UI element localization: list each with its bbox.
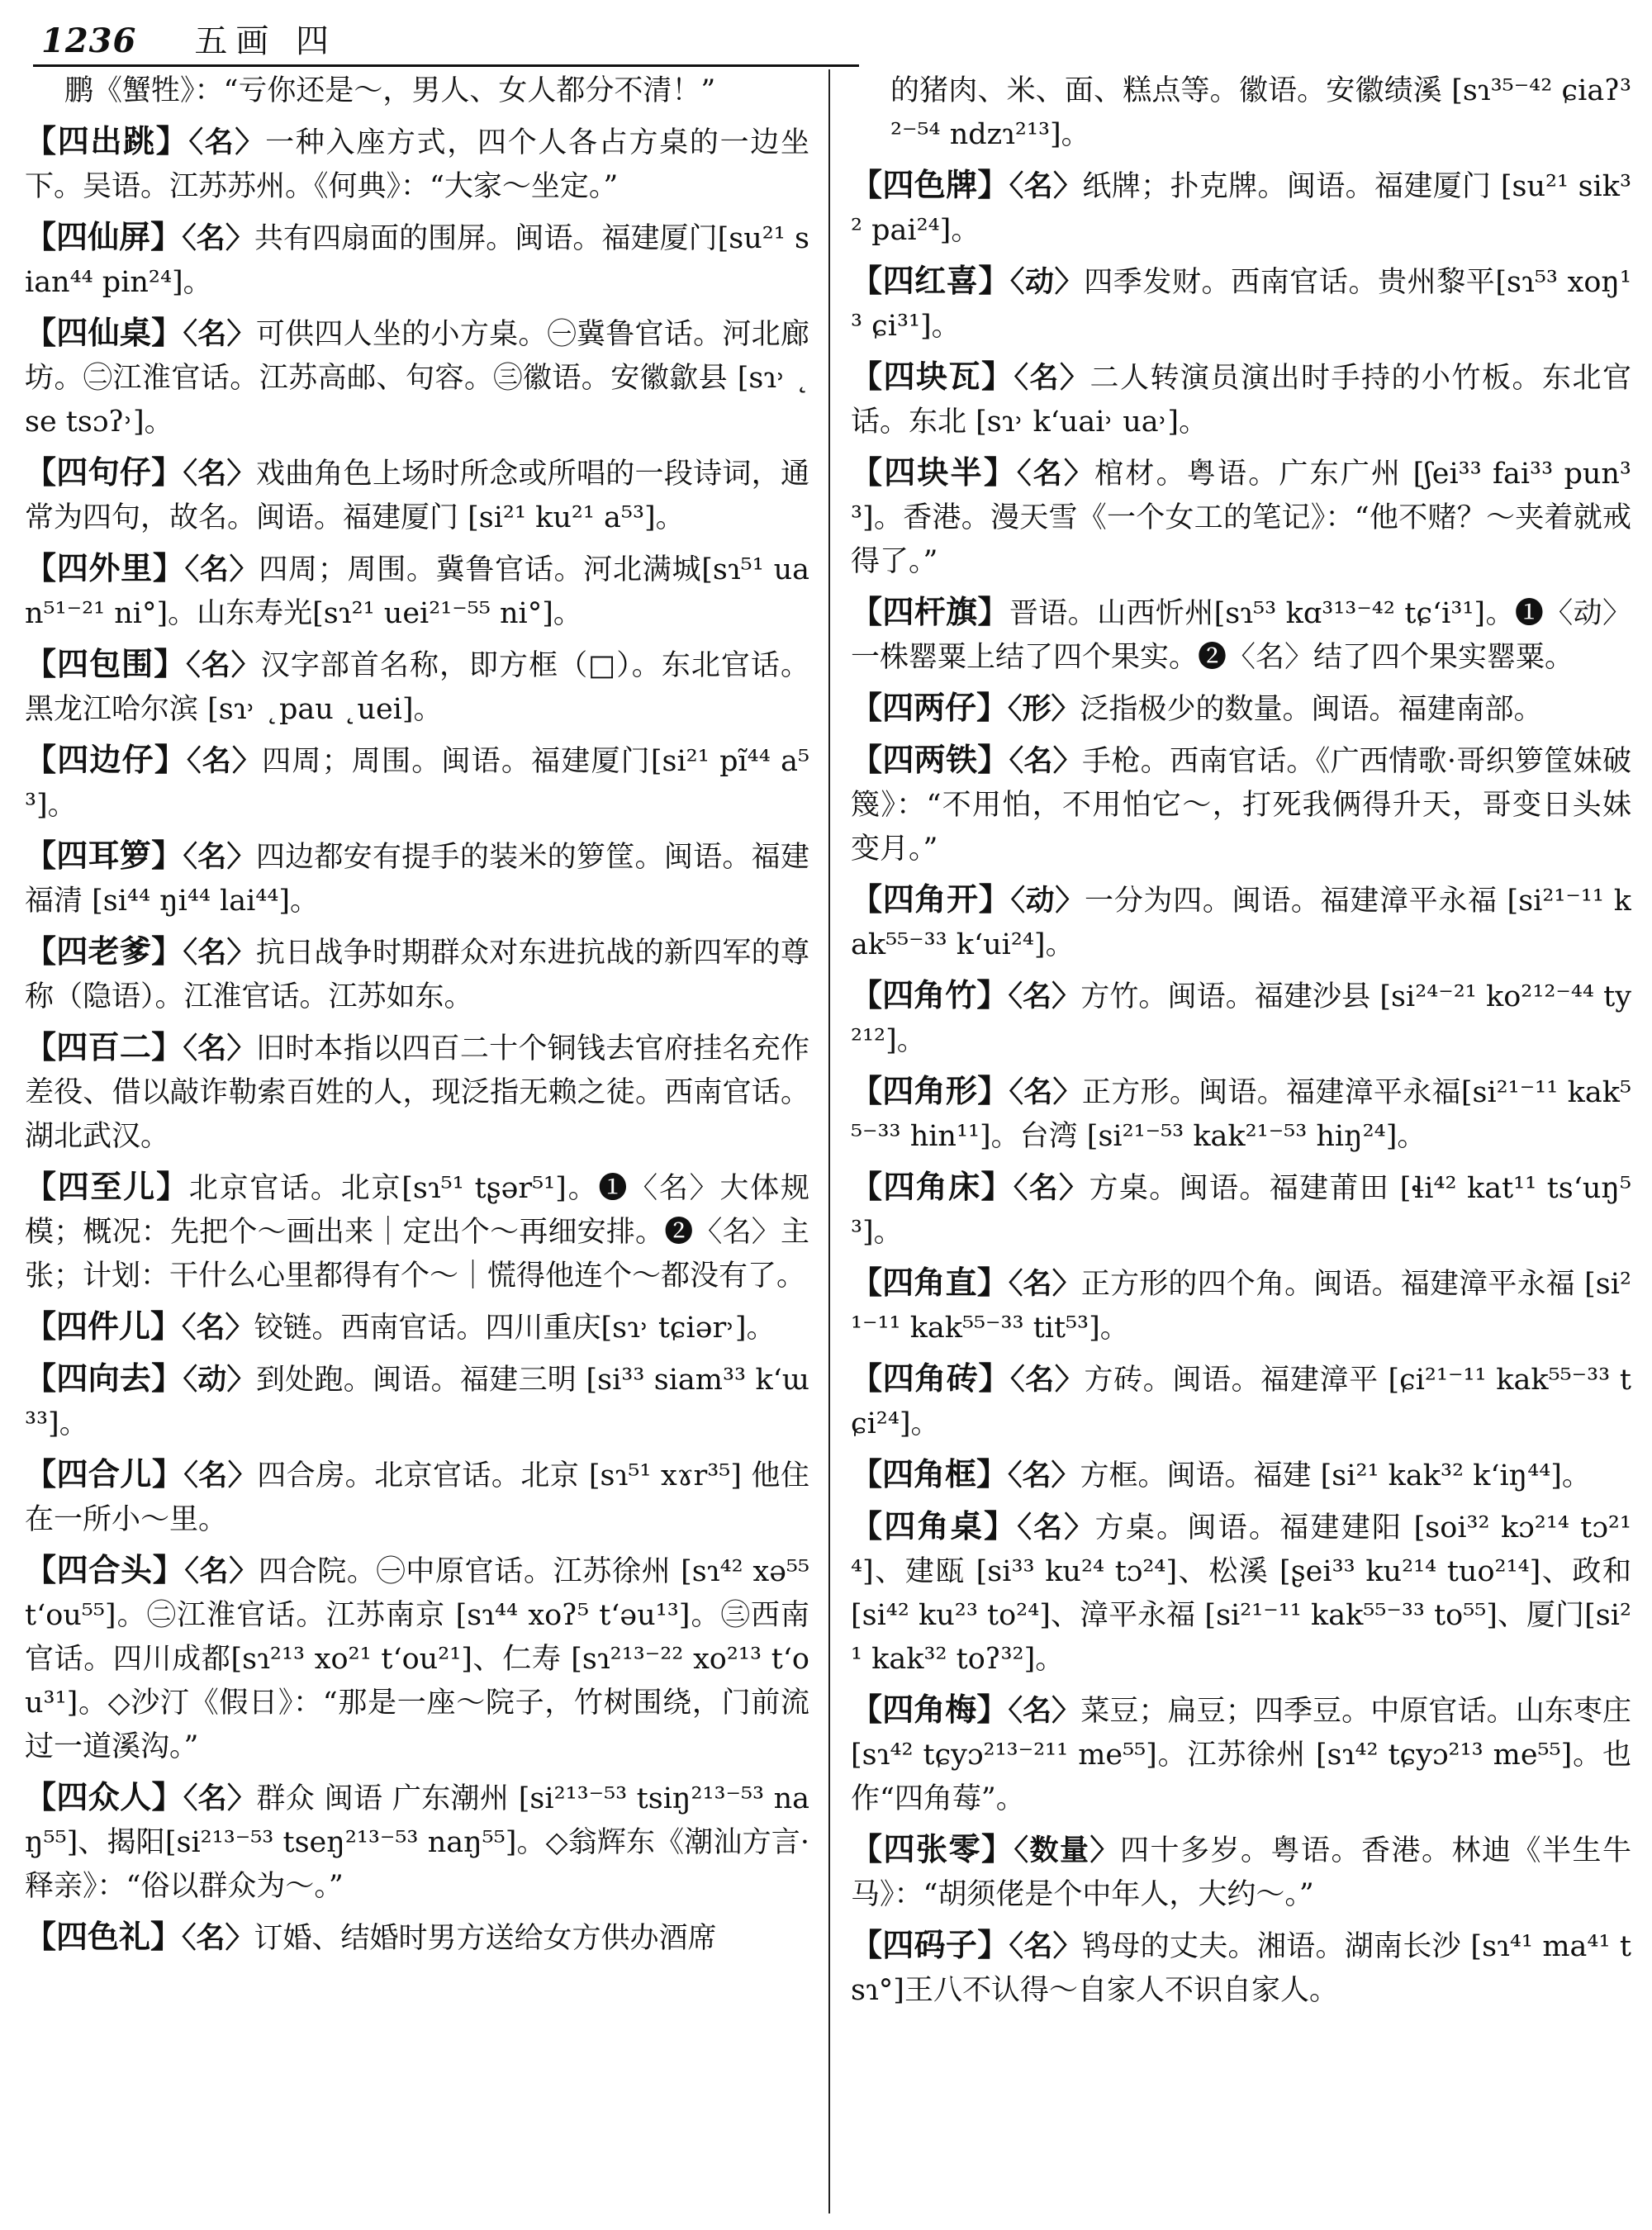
part-of-speech: 〈名〉	[183, 1032, 256, 1065]
dictionary-entry	[25, 215, 809, 305]
dictionary-entry	[25, 738, 809, 828]
entry-definition: 到处跑。闽语。福建三明 [si³³ siam³³ kʻɯ³³]。	[25, 1364, 809, 1440]
entry-definition: 方桌。闽语。福建建阳 [soi³² kɔ²¹⁴ tɔ²¹⁴]、建瓯 [si³³ ku²⁴ tɔ²⁴]、松溪 [ʂei³³ ku²¹⁴ tuo²¹⁴]、政和 [si⁴² ku²³ to²⁴]、漳平永福 [si²¹⁻¹¹ kak⁵⁵⁻³³ to⁵⁵]、厦门[si²¹ kak³² toʔ³²]。	[851, 1511, 1631, 1676]
part-of-speech: 〈名〉	[1008, 1459, 1080, 1492]
part-of-speech: 〈形〉	[1008, 692, 1080, 726]
entry-definition: 方桌。闽语。福建莆田 [ɬi⁴² kat¹¹ tsʻuŋ⁵³]。	[851, 1172, 1631, 1249]
entry-definition: 鹏《蟹牲》：“亏你还是～，男人、女人都分不清！”	[64, 74, 716, 107]
entry-definition: 一种入座方式，四个人各占方桌的一边坐下。吴语。江苏苏州。《何典》：“大家～坐定。”	[25, 126, 809, 203]
part-of-speech: 〈名〉	[183, 457, 256, 491]
dictionary-entry	[25, 119, 809, 209]
entry-headword: 【四向去】	[25, 1359, 183, 1397]
entry-definition: 四边都安有提手的装米的箩筐。闽语。福建福清 [si⁴⁴ ŋi⁴⁴ lai⁴⁴]。	[25, 841, 809, 918]
part-of-speech: 〈名〉	[182, 1311, 254, 1345]
part-of-speech: 〈名〉	[188, 126, 266, 159]
dictionary-entry	[851, 1923, 1631, 2013]
dictionary-entry	[25, 1548, 809, 1769]
part-of-speech: 〈数量〉	[1014, 1834, 1120, 1867]
entry-definition: 铰链。西南官话。四川重庆[sɿ˒ tɕiər˒]。	[254, 1312, 776, 1345]
right-column	[851, 69, 1631, 2213]
entry-definition: 北京官话。北京[sɿ⁵¹ tʂər⁵¹]。❶〈名〉大体规模；概况：先把个～画出来｜定出个～再细安排。❷〈名〉主张；计划：干什么心里都得有个～｜慌得他连个～都没有了。	[25, 1172, 809, 1293]
page-header	[41, 15, 1602, 63]
entry-headword: 【四两仔】	[851, 689, 1009, 726]
entry-headword: 【四角开】	[851, 880, 1011, 918]
entry-headword: 【四角床】	[851, 1168, 1014, 1205]
dictionary-entry	[851, 973, 1631, 1063]
dictionary-entry	[851, 450, 1631, 584]
entry-headword: 【四耳箩】	[25, 837, 183, 874]
entry-definition: 订婚、结婚时男方送给女方供办酒席	[254, 1922, 717, 1955]
entry-definition: 一分为四。闽语。福建漳平永福 [si²¹⁻¹¹ kak⁵⁵⁻³³ kʻui²⁴]。	[851, 885, 1631, 961]
entry-headword: 【四件儿】	[25, 1307, 183, 1345]
dictionary-entry	[25, 1914, 809, 1961]
entry-definition: 共有四扇面的围屏。闽语。福建厦门[su²¹ sian⁴⁴ pin²⁴]。	[25, 222, 809, 299]
dictionary-entry	[851, 686, 1631, 732]
dictionary-entry	[851, 163, 1631, 253]
dictionary-entry	[851, 1356, 1631, 1446]
dictionary-entry	[25, 546, 809, 636]
dictionary-entry	[851, 877, 1631, 967]
entry-definition: 四合房。北京官话。北京 [sɿ⁵¹ xɤr³⁵] 他住在一所小～里。	[25, 1459, 809, 1536]
entry-headword: 【四块瓦】	[851, 358, 1014, 395]
dictionary-entry	[851, 1260, 1631, 1350]
column-divider	[828, 69, 830, 2213]
entry-definition: 纸牌；扑克牌。闽语。福建厦门 [su²¹ sik³² pai²⁴]。	[851, 170, 1631, 247]
entry-headword: 【四角桌】	[851, 1507, 1018, 1544]
dictionary-entry	[25, 1775, 809, 1909]
part-of-speech: 〈名〉	[183, 936, 256, 970]
dictionary-entry	[851, 738, 1631, 871]
dictionary-entry	[851, 1687, 1631, 1821]
part-of-speech: 〈名〉	[183, 317, 256, 351]
dictionary-entry	[851, 1827, 1631, 1917]
dictionary-entry	[25, 833, 809, 923]
entry-headword: 【四至儿】	[25, 1168, 189, 1205]
entry-headword: 【四红喜】	[851, 262, 1010, 299]
entry-definition: 鸨母的丈夫。湘语。湖南长沙 [sɿ⁴¹ ma⁴¹ tsɿ°]王八不认得～自家人不识自家人。	[851, 1930, 1631, 2007]
dictionary-entry	[25, 1165, 809, 1298]
entry-definition: 四周；周围。冀鲁官话。河北满城[sɿ⁵¹ uan⁵¹⁻²¹ ni°]。山东寿光[sɿ²¹ uei²¹⁻⁵⁵ ni°]。	[25, 553, 809, 630]
entry-headword: 【四块半】	[851, 453, 1018, 491]
dictionary-entry	[851, 259, 1631, 349]
dictionary-entry	[851, 590, 1631, 680]
part-of-speech: 〈名〉	[1008, 980, 1081, 1013]
part-of-speech: 〈名〉	[184, 553, 259, 586]
part-of-speech: 〈动〉	[1009, 265, 1085, 299]
part-of-speech: 〈名〉	[184, 1554, 259, 1588]
entry-headword: 【四合儿】	[25, 1455, 184, 1492]
dictionary-entry	[25, 311, 809, 444]
entry-definition: 棺材。粤语。广东广州 [ʃei³³ fai³³ pun³³]。香港。漫天雪《一个女工的笔记》：“他不赌？～夹着就戒得了。”	[851, 458, 1631, 578]
entry-headword: 【四角砖】	[851, 1359, 1011, 1397]
part-of-speech: 〈动〉	[1010, 884, 1085, 918]
entry-definition: 方竹。闽语。福建沙县 [si²⁴⁻²¹ ko²¹²⁻⁴⁴ ty²¹²]。	[851, 980, 1631, 1057]
entry-headword: 【四角直】	[851, 1264, 1009, 1301]
entry-definition: 正方形。闽语。福建漳平永福[si²¹⁻¹¹ kak⁵⁵⁻³³ hin¹¹]。台湾 [si²¹⁻⁵³ kak²¹⁻⁵³ hiŋ²⁴]。	[851, 1076, 1631, 1153]
left-column	[25, 69, 809, 2213]
part-of-speech: 〈名〉	[1008, 1267, 1081, 1301]
entry-headword: 【四包围】	[25, 645, 187, 682]
entry-definition: 方框。闽语。福建 [si²¹ kak³² kʻiŋ⁴⁴]。	[1080, 1459, 1591, 1492]
dictionary-entry	[851, 1069, 1631, 1159]
entry-headword: 【四角梅】	[851, 1691, 1009, 1728]
part-of-speech: 〈名〉	[183, 1782, 257, 1815]
dictionary-entry	[851, 1452, 1631, 1498]
entry-headword: 【四色礼】	[25, 1918, 183, 1955]
entry-definition: 群众 闽语 广东潮州 [si²¹³⁻⁵³ tsiŋ²¹³⁻⁵³ naŋ⁵⁵]、揭阳[si²¹³⁻⁵³ tseŋ²¹³⁻⁵³ naŋ⁵⁵]。◇翁辉东《潮汕方言·释亲》：“俗以群众为～。”	[25, 1782, 809, 1903]
dictionary-entry	[25, 1452, 809, 1542]
dictionary-entry	[25, 642, 809, 732]
entry-headword: 【四句仔】	[25, 453, 183, 491]
entry-headword: 【四色牌】	[851, 166, 1009, 203]
part-of-speech: 〈名〉	[183, 1459, 258, 1492]
part-of-speech: 〈名〉	[1009, 1075, 1082, 1109]
entry-headword: 【四码子】	[851, 1926, 1009, 1963]
entry-definition: 泛指极少的数量。闽语。福建南部。	[1080, 693, 1543, 726]
entry-headword: 【四杆旗】	[851, 593, 1009, 630]
part-of-speech: 〈名〉	[1008, 1694, 1081, 1728]
part-of-speech: 〈名〉	[187, 744, 263, 778]
part-of-speech: 〈动〉	[183, 1363, 256, 1397]
entry-headword: 【四仙屏】	[25, 218, 183, 255]
entry-headword: 【四出跳】	[25, 122, 189, 159]
entry-definition: 汉字部首名称，即方框（□）。东北官话。黑龙江哈尔滨 [sɿ˒ ˛pau ˛uei]。	[25, 649, 809, 726]
part-of-speech: 〈名〉	[182, 1921, 254, 1955]
dictionary-entry	[25, 1356, 809, 1446]
dictionary-entry	[851, 354, 1631, 444]
part-of-speech: 〈名〉	[1017, 457, 1095, 491]
entry-headword: 【四角竹】	[851, 976, 1009, 1013]
dictionary-entry	[851, 1504, 1631, 1682]
entry-definition: 方砖。闽语。福建漳平 [ɕi²¹⁻¹¹ kak⁵⁵⁻³³ tɕi²⁴]。	[851, 1364, 1631, 1440]
entry-definition: 晋语。山西忻州[sɿ⁵³ kɑ³¹³⁻⁴² tɕʻi³¹]。❶〈动〉一株罂粟上结了四个果实。❷〈名〉结了四个果实罂粟。	[851, 597, 1631, 674]
page-number: 1236	[41, 21, 137, 60]
entry-definition: 四季发财。西南官话。贵州黎平[sɿ⁵³ xoŋ¹³ ɕi³¹]。	[851, 266, 1631, 343]
dictionary-entry	[851, 1165, 1631, 1255]
part-of-speech: 〈名〉	[183, 840, 256, 874]
entry-definition: 可供四人坐的小方桌。㊀冀鲁官话。河北廊坊。㊁江淮官话。江苏高邮、句容。㊂徽语。安徽歙县 [sɿ˒ ˛se tsɔʔ˒]。	[25, 318, 809, 439]
dictionary-entry	[25, 929, 809, 1019]
entry-definition: 的猪肉、米、面、糕点等。徽语。安徽绩溪 [sɿ³⁵⁻⁴² ɕiaʔ³²⁻⁵⁴ ndzɿ²¹³]。	[890, 74, 1631, 151]
entry-definition: 四合院。㊀中原官话。江苏徐州 [sɿ⁴² xə⁵⁵ tʻou⁵⁵]。㊁江淮官话。江苏南京 [sɿ⁴⁴ xoʔ⁵ tʻəu¹³]。㊂西南官话。四川成都[sɿ²¹³ xo²¹ tʻou²¹]、仁寿 [sɿ²¹³⁻²² xo²¹³ tʻou³¹]。◇沙汀《假日》：“那是一座～院子，竹树围绕，门前流过一道溪沟。”	[25, 1555, 809, 1763]
entry-headword: 【四张零】	[851, 1830, 1014, 1867]
entry-headword: 【四合头】	[25, 1551, 185, 1588]
entry-definition: 手枪。西南官话。《广西情歌·哥织箩筐妹破篾》：“不用怕，不用怕它～，打死我俩得升天，哥变日头妹变月。”	[851, 745, 1631, 866]
entry-headword: 【四角框】	[851, 1455, 1009, 1492]
part-of-speech: 〈名〉	[1017, 1511, 1095, 1544]
entry-definition: 戏曲角色上场时所念或所唱的一段诗词，通常为四句，故名。闽语。福建厦门 [si²¹ ku²¹ a⁵³]。	[25, 458, 809, 534]
part-of-speech: 〈名〉	[1014, 361, 1090, 395]
part-of-speech: 〈名〉	[182, 221, 254, 255]
entry-continuation	[25, 69, 809, 113]
entry-continuation	[851, 69, 1631, 157]
part-of-speech: 〈名〉	[1009, 744, 1083, 778]
part-of-speech: 〈名〉	[186, 648, 261, 682]
entry-headword: 【四边仔】	[25, 741, 188, 778]
entry-definition: 旧时本指以四百二十个铜钱去官府挂名充作差役、借以敲诈勒索百姓的人，现泛指无赖之徒。西南官话。湖北武汉。	[25, 1032, 809, 1153]
entry-headword: 【四角形】	[851, 1072, 1009, 1109]
part-of-speech: 〈名〉	[1013, 1171, 1089, 1205]
entry-definition: 菜豆；扁豆；四季豆。中原官话。山东枣庄 [sɿ⁴² tɕyɔ²¹³⁻²¹¹ me⁵⁵]。江苏徐州 [sɿ⁴² tɕyɔ²¹³ me⁵⁵]。也作“四角莓”。	[851, 1695, 1631, 1815]
part-of-speech: 〈名〉	[1009, 1929, 1082, 1963]
section-title: 五画 四	[194, 22, 338, 60]
entry-definition: 二人转演员演出时手持的小竹板。东北官话。东北 [sɿ˒ kʻuai˒ ua˒]。	[851, 362, 1631, 439]
entry-definition: 四十多岁。粤语。香港。林迪《半生牛马》：“胡须佬是个中年人，大约～。”	[851, 1834, 1631, 1911]
entry-headword: 【四仙桌】	[25, 314, 183, 351]
entry-headword: 【四众人】	[25, 1778, 183, 1815]
entry-definition: 正方形的四个角。闽语。福建漳平永福 [si²¹⁻¹¹ kak⁵⁵⁻³³ tit⁵³]。	[851, 1268, 1631, 1345]
part-of-speech: 〈名〉	[1010, 1363, 1085, 1397]
dictionary-entry	[25, 1025, 809, 1159]
dictionary-entry	[25, 1304, 809, 1350]
entry-definition: 抗日战争时期群众对东进抗战的新四军的尊称（隐语）。江淮官话。江苏如东。	[25, 937, 809, 1013]
entry-headword: 【四两铁】	[851, 741, 1009, 778]
entry-headword: 【四老爹】	[25, 932, 183, 970]
part-of-speech: 〈名〉	[1009, 169, 1083, 203]
header-rule	[33, 64, 859, 67]
entry-headword: 【四百二】	[25, 1028, 183, 1065]
entry-definition: 四周；周围。闽语。福建厦门[si²¹ pĩ⁴⁴ a⁵³]。	[25, 745, 809, 822]
entry-headword: 【四外里】	[25, 549, 185, 586]
dictionary-entry	[25, 450, 809, 540]
